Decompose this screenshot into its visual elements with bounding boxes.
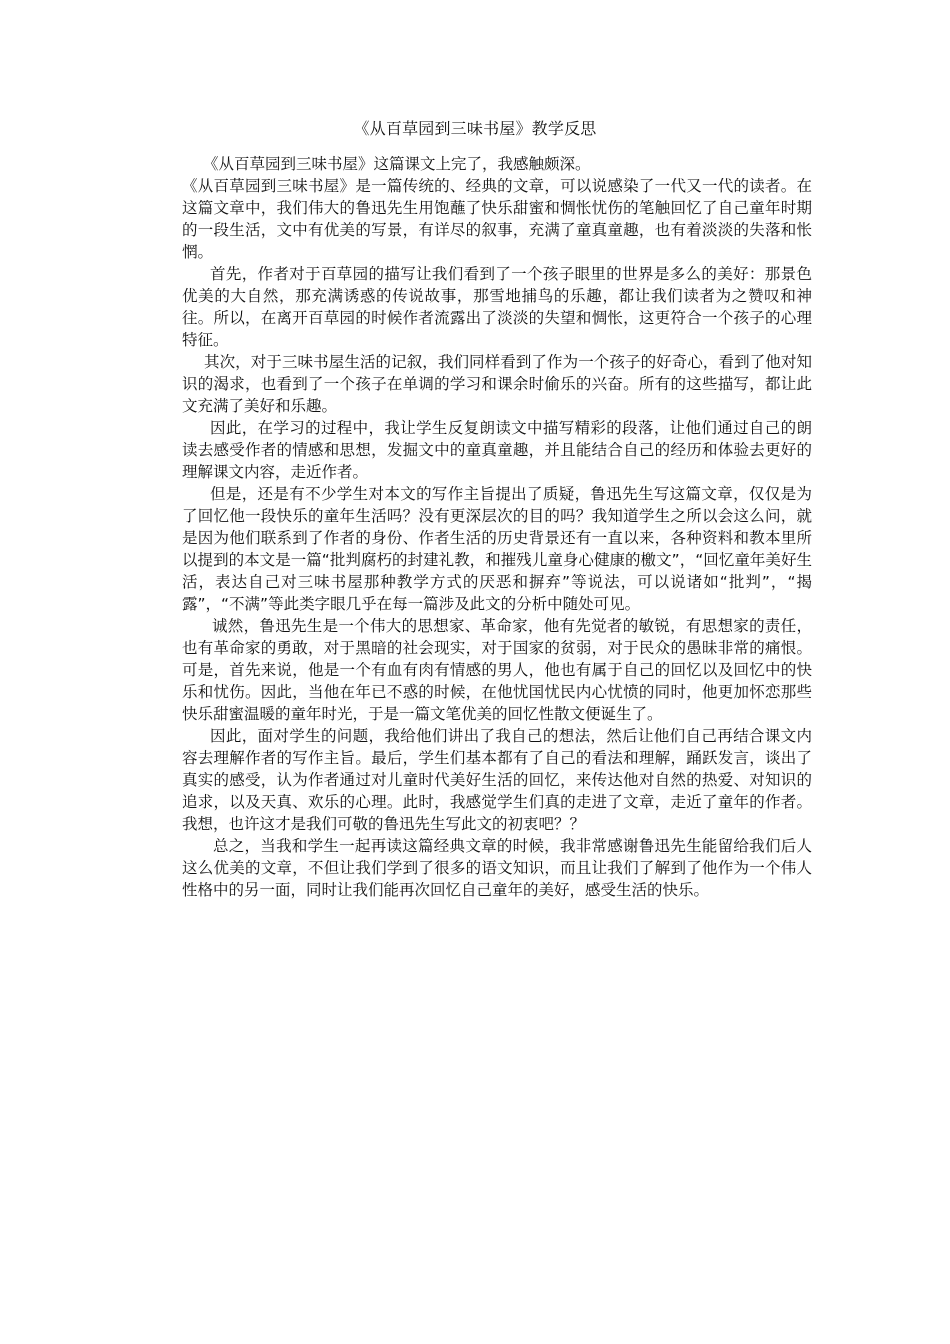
- paragraph-sanweishuwu: 其次，对于三味书屋生活的记叙，我们同样看到了作为一个孩子的好奇心，看到了他对知识的渴求，也看到了一个孩子在单调的学习和课余时偷乐的兴奋。所有的这些描写，都让此文充满了美好和乐趣。: [182, 353, 812, 415]
- paragraph-student-questions: 但是，还是有不少学生对本文的写作主旨提出了质疑，鲁迅先生写这篇文章，仅仅是为了回忆他一段快乐的童年生活吗？没有更深层次的目的吗？我知道学生之所以会这么问，就是因为他们联系到了作者的身份、作者生活的历史背景还有一直以来，各种资料和教本里所以提到的本文是一篇“批判腐朽的封建礼教，和摧残儿童身心健康的檄文”，“回忆童年美好生活，表达自己对三味书屋那种教学方式的厌恶和摒弃”等说法，可以说诸如“批判”，“揭露”，“不满”等此类字眼几乎在每一篇涉及此文的分析中随处可见。: [182, 485, 812, 613]
- document-title: 《从百草园到三味书屋》教学反思: [353, 119, 597, 138]
- paragraph-teaching-reading: 因此，在学习的过程中，我让学生反复朗读文中描写精彩的段落，让他们通过自己的朗读去感受作者的情感和思想，发掘文中的童真童趣，并且能结合自己的经历和体验去更好的理解课文内容，走近作者。: [182, 419, 812, 481]
- paragraph-conclusion: 总之，当我和学生一起再读这篇经典文章的时候，我非常感谢鲁迅先生能留给我们后人这么优美的文章，不但让我们学到了很多的语文知识，而且让我们了解到了他作为一个伟人性格中的另一面，同时让我们能再次回忆自己童年的美好，感受生活的快乐。: [182, 837, 812, 899]
- paragraph-class-discussion: 因此，面对学生的问题，我给他们讲出了我自己的想法，然后让他们自己再结合课文内容去理解作者的写作主旨。最后，学生们基本都有了自己的看法和理解，踊跃发言，谈出了真实的感受，认为作者通过对儿童时代美好生活的回忆，来传达他对自然的热爱、对知识的追求，以及天真、欢乐的心理。此时，我感觉学生们真的走进了文章，走近了童年的作者。我想，也许这才是我们可敬的鲁迅先生写此文的初衷吧？？: [182, 727, 812, 833]
- document-body: [182, 153, 812, 901]
- paragraph-luxun-character: 诚然，鲁迅先生是一个伟大的思想家、革命家，他有先觉者的敏锐，有思想家的责任，也有革命家的勇敢，对于黑暗的社会现实，对于国家的贫弱，对于民众的愚昧非常的痛恨。可是，首先来说，他是一个有血有肉有情感的男人，他也有属于自己的回忆以及回忆中的快乐和忧伤。因此，当他在年已不惑的时候，在他忧国忧民内心忧愤的同时，他更加怀恋那些快乐甜蜜温暖的童年时光，于是一篇文笔优美的回忆性散文便诞生了。: [182, 617, 812, 723]
- paragraph-baicaoyuan: 首先，作者对于百草园的描写让我们看到了一个孩子眼里的世界是多么的美好：那景色优美的大自然，那充满诱惑的传说故事，那雪地捕鸟的乐趣，都让我们读者为之赞叹和神往。所以，在离开百草园的时候作者流露出了淡淡的失望和惆怅，这更符合一个孩子的心理特征。: [182, 265, 812, 349]
- paragraph-overview: 《从百草园到三味书屋》是一篇传统的、经典的文章，可以说感染了一代又一代的读者。在这篇文章中，我们伟大的鲁迅先生用饱蘸了快乐甜蜜和惆怅忧伤的笔触回忆了自己童年时期的一段生活，文中有优美的写景，有详尽的叙事，充满了童真童趣，也有着淡淡的失落和怅惘。: [182, 177, 812, 261]
- paragraph-intro: 《从百草园到三味书屋》这篇课文上完了，我感触颇深。: [203, 155, 591, 173]
